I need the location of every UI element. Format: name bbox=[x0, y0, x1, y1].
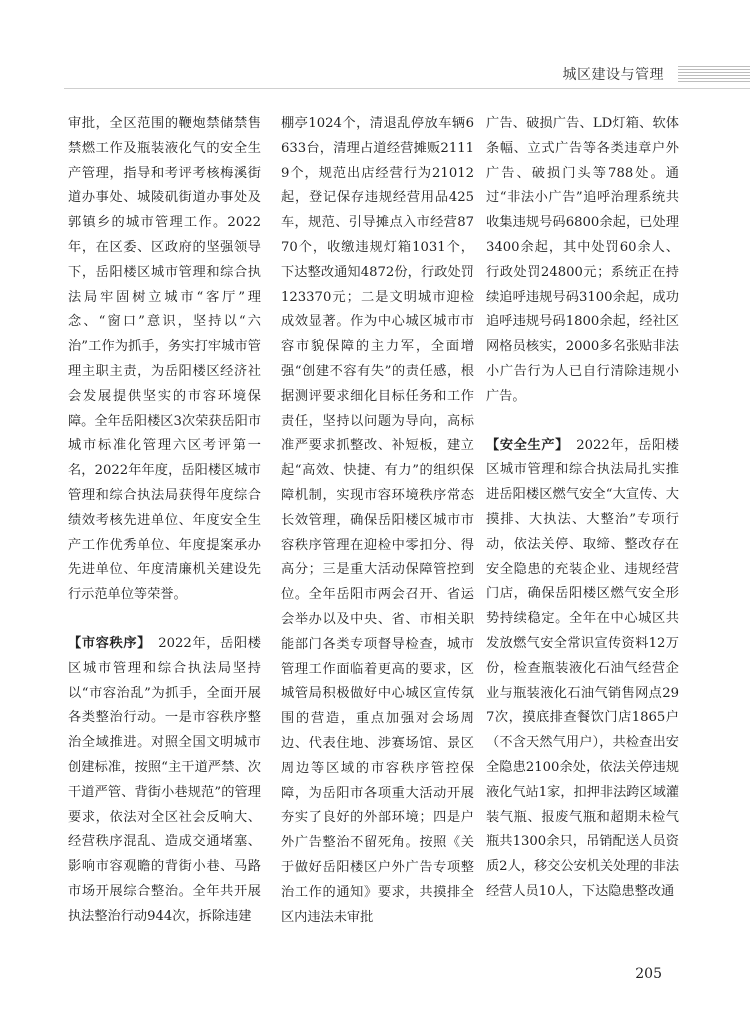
paragraph-text: 2022年，岳阳楼区城市管理和综合执法局坚持以“市容治乱”为抓手，全面开展各类整治行动。一是市容秩序整治全域推进。对照全国文明城市创建标准，按照“主干道严禁、次干道严管、背街小巷规范”的管理要求，依法对全区社会反响大、经营秩序混乱、造成交通堵塞、影响市容观瞻的背街小巷、马路市场开展综合整治。全年共开展执法整治行动944次，拆除违建 bbox=[68, 635, 261, 924]
running-header bbox=[0, 62, 750, 88]
section-heading: 【市容秩序】 bbox=[68, 635, 145, 651]
text-column-3 bbox=[486, 112, 679, 905]
text-column-1 bbox=[68, 112, 261, 930]
paragraph-gap bbox=[68, 608, 261, 632]
header-stripe-decoration bbox=[678, 66, 750, 84]
text-column-2 bbox=[281, 112, 474, 930]
paragraph-safety bbox=[486, 434, 679, 905]
section-title: 城区建设与管理 bbox=[562, 67, 664, 83]
paragraph-market-order bbox=[68, 632, 261, 930]
paragraph: 广告、破损广告、LD灯箱、软体条幅、立式广告等各类违章户外广告、破损门头等788处。通过“非法小广告”追呼治理系统共收集违规号码6800余起，已处理3400余起，其中处罚60余人、行政处罚24800元；系统正在持续追呼违规号码3100余起，成功追呼违规号码1800余起，经社区网格员核实，2000多名张贴非法小广告行为人已自行清除违规小广告。 bbox=[486, 116, 679, 404]
section-heading: 【安全生产】 bbox=[486, 437, 563, 453]
paragraph-gap bbox=[486, 410, 679, 434]
paragraph-text: 2022年，岳阳楼区城市管理和综合执法局扎实推进岳阳楼区燃气安全“大宣传、大摸排、大执法、大整治”专项行动，依法关停、取缔、整改存在安全隐患的充装企业、违规经营门店，确保岳阳楼区燃气安全形势持续稳定。全年在中心城区共发放燃气安全常识宣传资料12万份，检查瓶装液化石油气经营企业与瓶装液化石油气销售网点297次，摸底排查餐饮门店1865户（不含天然气用户），共检查出安全隐患2100余处，依法关停违规液化气站1家，扣押非法跨区域灌装气瓶、报废气瓶和超期未检气瓶共1300余只，吊销配送人员资质2人，移交公安机关处理的非法经营人员10人，下达隐患整改通 bbox=[486, 437, 680, 899]
page-number: 205 bbox=[635, 966, 662, 982]
header-divider bbox=[64, 88, 750, 89]
paragraph: 棚亭1024个，清退乱停放车辆6633台，清理占道经营摊贩21119个，规范出店经营行为21012起，登记保存违规经营用品425车，规范、引导摊点入市经营8770个，收缴违规灯箱1031个，下达整改通知4872份，行政处罚123370元；二是文明城市迎检成效显著。作为中心城区城市市容市貌保障的主力军，全面增强“创建不容有失”的责任感，根据测评要求细化目标任务和工作责任，坚持以问题为导向，高标准严要求抓整改、补短板，建立起“高效、快捷、有力”的组织保障机制，实现市容环境秩序常态长效管理，确保岳阳楼区城市市容秩序管理在迎检中零扣分、得高分；三是重大活动保障管控到位。全年岳阳市两会召开、省运会举办以及中央、省、市相关职能部门各类专项督导检查，城市管理工作面临着更高的要求，区城管局积极做好中心城区宣传氛围的营造，重点加强对会场周边、代表住地、涉赛场馆、景区周边等区域的市容秩序管控保障，为岳阳市各项重大活动开展夯实了良好的外部环境；四是户外广告整治不留死角。按照《关于做好岳阳楼区户外广告专项整治工作的通知》要求，共摸排全区内违法未审批 bbox=[281, 116, 474, 925]
paragraph: 审批，全区范围的鞭炮禁储禁售禁燃工作及瓶装液化气的安全生产管理，指导和考评考核梅溪街道办事处、城陵矶街道办事处及郭镇乡的城市管理工作。2022年，在区委、区政府的坚强领导下，岳阳楼区城市管理和综合执法局牢固树立城市“客厅”理念、“窗口”意识，坚持以“六治”工作为抓手，务实打牢城市管理主职主责，为岳阳楼区经济社会发展提供坚实的市容环境保障。全年岳阳楼区3次荣获岳阳市城市标准化管理六区考评第一名，2022年年度，岳阳楼区城市管理和综合执法局获得年度综合绩效考核先进单位、年度安全生产工作优秀单位、年度提案承办先进单位、年度清廉机关建设先行示范单位等荣誉。 bbox=[68, 116, 262, 603]
